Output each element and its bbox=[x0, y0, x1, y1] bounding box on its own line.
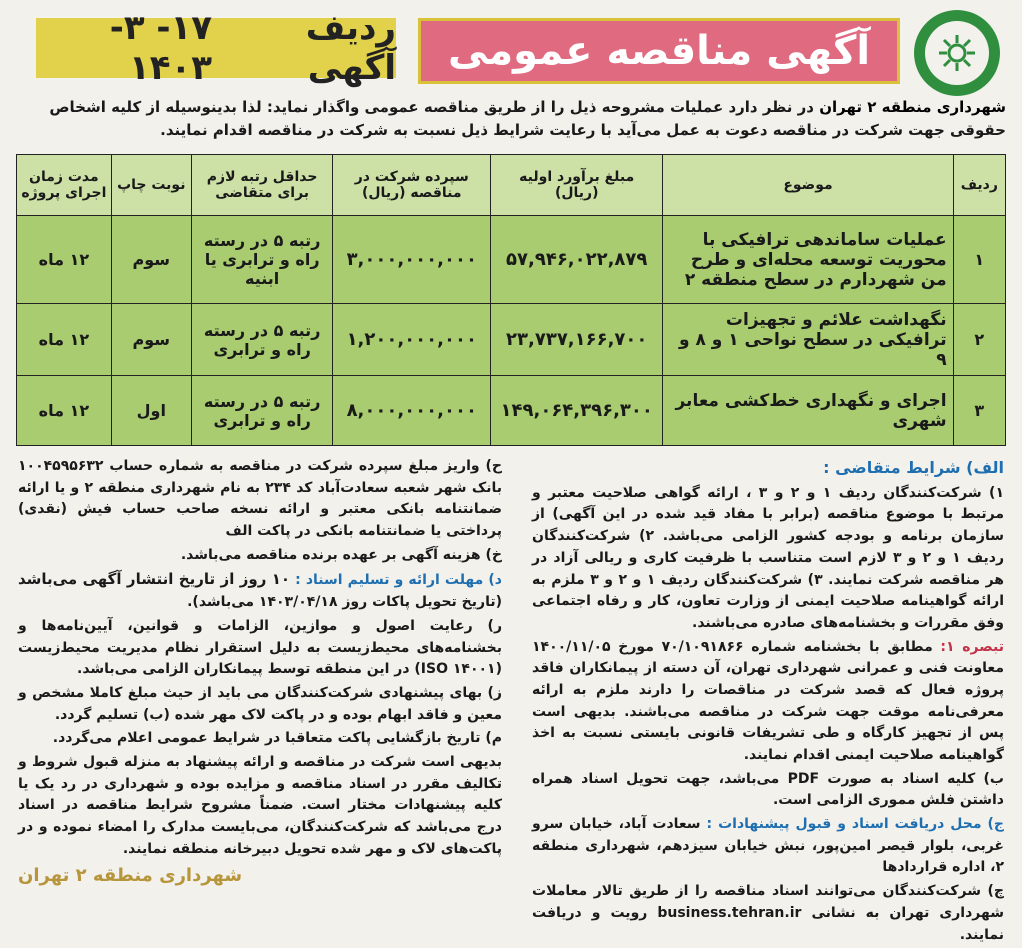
intro-text: در نظر دارد عملیات مشروحه ذیل را از طریق مناقصه عمومی واگذار نماید: لذا بدینوسیله از کلیه اشخاص حقوقی جهت شرکت در مناقصه دعوت به عمل می‌آید با رعایت شرایط ذیل نسبت به شرکت در مناقصه اقدام نمایند. bbox=[49, 98, 1006, 140]
conditions-left-column bbox=[18, 456, 502, 892]
jim-text: سعادت آباد، خیابان سرو غربی، بلوار قیصر امین‌پور، نبش خیابان سیزدهم، شهرداری منطقه ۲، اداره قراردادها bbox=[532, 816, 1004, 876]
header-subject: موضوع bbox=[663, 155, 953, 216]
row-no: ۳ bbox=[953, 376, 1005, 446]
intro-paragraph bbox=[16, 96, 1006, 143]
note-label: تبصره ۱: bbox=[940, 638, 1005, 655]
intro-lead: شهرداری منطقه ۲ تهران bbox=[819, 98, 1006, 116]
table-row bbox=[17, 376, 1006, 446]
row-duration: ۱۲ ماه bbox=[17, 304, 112, 376]
condition-che: چ) شرکت‌کنندگان می‌توانند اسناد مناقصه را از طریق تالار معاملات شهرداری تهران به نشانی business.tehran.ir رویت و دریافت نمایند. bbox=[532, 883, 1004, 943]
header-row-no: ردیف bbox=[953, 155, 1005, 216]
dal-date: (تاریخ تحویل پاکات روز ۱۴۰۳/۰۴/۱۸ می‌باشد). bbox=[187, 594, 502, 611]
row-estimate: ۲۳,۷۳۷,۱۶۶,۷۰۰ bbox=[491, 304, 663, 376]
row-duration: ۱۲ ماه bbox=[17, 216, 112, 304]
row-deposit: ۱,۲۰۰,۰۰۰,۰۰۰ bbox=[333, 304, 491, 376]
row-subject: عملیات ساماندهی ترافیکی با محوریت توسعه محله‌ای و طرح من شهردارم در سطح منطقه ۲ bbox=[663, 216, 953, 304]
dal-text: ۱۰ روز از تاریخ انتشار آگهی می‌باشد bbox=[18, 570, 291, 589]
logo-emblem-icon bbox=[935, 31, 979, 75]
condition-dal bbox=[18, 568, 502, 613]
condition-he: ح) واریز مبلغ سپرده شرکت در مناقصه به شماره حساب ۱۰۰۴۵۹۵۶۳۲ بانک شهر شعبه سعادت‌آباد کد ۲۳۴ به نام شهرداری منطقه ۲ و یا ارائه ضمانتنامه بانکی معتبر و ارائه نسخه صاحب حساب فیش (نقدی) پرداختی یا ضمانتنامه بانکی در پاکت الف bbox=[18, 458, 502, 540]
dal-label: د) مهلت ارائه و تسلیم اسناد : bbox=[295, 572, 502, 589]
conditions-title: الف) شرایط متقاضی : bbox=[823, 458, 1004, 477]
condition-ze: ز) بهای پیشنهادی شرکت‌کنندگان می باید از حیث مبلغ کاملا مشخص و معین و فاقد ابهام بوده و در پاکت لاک مهر شده (ب) تسلیم گردد. bbox=[18, 684, 502, 723]
row-deposit: ۸,۰۰۰,۰۰۰,۰۰۰ bbox=[333, 376, 491, 446]
row-estimate: ۱۴۹,۰۶۴,۳۹۶,۳۰۰ bbox=[491, 376, 663, 446]
condition-be: ب) کلیه اسناد به صورت PDF می‌باشد، جهت تحویل اسناد همراه داشتن فلش مموری الزامی است. bbox=[532, 770, 1004, 809]
condition-jim bbox=[532, 814, 1004, 879]
row-print: سوم bbox=[111, 216, 191, 304]
row-deposit: ۳,۰۰۰,۰۰۰,۰۰۰ bbox=[333, 216, 491, 304]
condition-mim: م) تاریخ بازگشایی پاکت متعاقبا در شرایط عمومی اعلام می‌گردد. bbox=[52, 730, 502, 747]
row-subject: اجرای و نگهداری خط‌کشی معابر شهری bbox=[663, 376, 953, 446]
row-no: ۱ bbox=[953, 216, 1005, 304]
row-duration: ۱۲ ماه bbox=[17, 376, 112, 446]
row-print: اول bbox=[111, 376, 191, 446]
tender-notice bbox=[6, 4, 1016, 943]
header-print: نوبت چاپ bbox=[111, 155, 191, 216]
notice-header bbox=[20, 8, 1000, 92]
table-row bbox=[17, 304, 1006, 376]
signature: شهرداری منطقه ۲ تهران bbox=[18, 865, 243, 887]
condition-khe: خ) هزینه آگهی بر عهده برنده مناقصه می‌باشد. bbox=[180, 546, 502, 563]
notice-row-box bbox=[36, 8, 396, 88]
row-rank: رتبه ۵ در رسته راه و ترابری bbox=[191, 376, 333, 446]
condition-final: بدیهی است شرکت در مناقصه و ارائه پیشنهاد به منزله قبول شروط و تکالیف مقرر در اسناد مناقصه و مزایده بوده و شهرداری در رد یک یا کلیه پیشنهادات مختار است. ضمناً مشروح شرایط مناقصه در اسناد درج می‌باشد که شرکت‌کنندگان، می‌بایست مدارک را امضاء نموده و در پاکت‌های لاک و مهر شده تحویل دبیرخانه منطقه نمایند. bbox=[18, 753, 502, 857]
row-print: سوم bbox=[111, 304, 191, 376]
note-text: مطابق با بخشنامه شماره ۷۰/۱۰۹۱۸۶۶ مورخ ۱۴۰۰/۱۱/۰۵ معاونت فنی و عمرانی شهرداری تهران، آن دسته از پیمانکاران فاقد پروژه فعال که قصد شرکت در مناقصات را دارند ملزم به ارائه معرفی‌نامه موقت جهت شرکت در مناقصه می‌باشند. بدیهی است پس از تجهیز کارگاه و طی تشریفات قانونی بایستی نسبت به اخذ گواهینامه صلاحیت ایمنی اقدام نمایند. bbox=[532, 638, 1004, 764]
conditions-right-column bbox=[532, 456, 1004, 948]
header-deposit: سپرده شرکت در مناقصه (ریال) bbox=[333, 155, 491, 216]
condition-alef: ۱) شرکت‌کنندگان ردیف ۱ و ۲ و ۳ ، ارائه گواهی صلاحیت معتبر و مرتبط با موضوع مناقصه (برابر با مفاد قید شده در این آگهی) از سازمان برنامه و بودجه کشور الزامی می‌باشد. ۲) شرکت‌کنندگان ردیف ۱ و ۲ و ۳ لازم است متناسب با ظرفیت کاری و ریالی آزاد در هر مناقصه شرکت نمایند. ۳) شرکت‌کنندگان ردیف ۱ و ۲ و ۳ ملزم به ارائه گواهینامه صلاحیت ایمنی از وزارت تعاون، کار و رفاه اجتماعی وفق مقررات و بخشنامه‌های صادره می‌باشند. bbox=[532, 484, 1005, 631]
condition-note bbox=[532, 637, 1004, 767]
row-no: ۲ bbox=[953, 304, 1005, 376]
row-rank: رتبه ۵ در رسته راه و ترابری bbox=[191, 304, 333, 376]
row-subject: نگهداشت علائم و تجهیزات ترافیکی در سطح نواحی ۱ و ۸ و ۹ bbox=[663, 304, 953, 376]
condition-re: ر) رعایت اصول و موازین، الزامات و قوانین، آیین‌نامه‌ها و بخشنامه‌های محیط‌زیست به دلیل استقرار نظام مدیریت محیط‌زیست (ISO ۱۴۰۰۱) در این منطقه توسط پیمانکاران الزامی می‌باشد. bbox=[18, 617, 502, 678]
row-number: ۱۷- ۳- ۱۴۰۳ bbox=[109, 8, 213, 88]
municipality-logo-icon bbox=[914, 10, 1000, 96]
row-estimate: ۵۷,۹۴۶,۰۲۲,۸۷۹ bbox=[491, 216, 663, 304]
header-estimate: مبلغ برآورد اولیه (ریال) bbox=[491, 155, 663, 216]
table-header-row bbox=[17, 155, 1006, 216]
row-label: ردیف آگهی bbox=[305, 8, 396, 88]
notice-title: آگهی مناقصه عمومی bbox=[418, 18, 900, 84]
jim-label: ج) محل دریافت اسناد و قبول پیشنهادات : bbox=[706, 816, 1005, 833]
row-rank: رتبه ۵ در رسته راه و ترابری یا ابنیه bbox=[191, 216, 333, 304]
header-rank: حداقل رتبه لازم برای متقاضی bbox=[191, 155, 333, 216]
tender-table bbox=[16, 154, 1006, 446]
table-row bbox=[17, 216, 1006, 304]
header-duration: مدت زمان اجرای پروژه bbox=[17, 155, 112, 216]
